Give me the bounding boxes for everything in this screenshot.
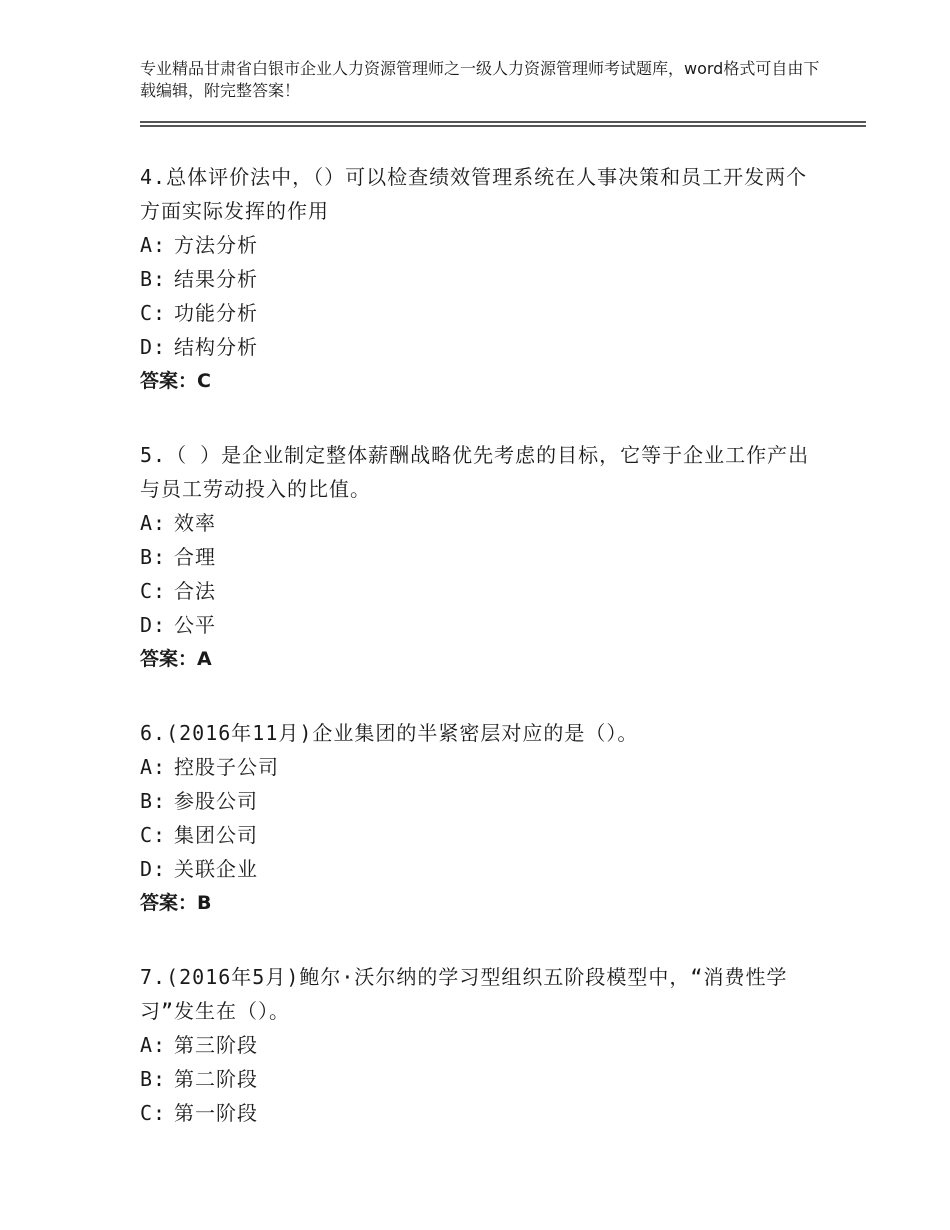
option-letter: C: — [140, 301, 167, 325]
option-text: 第一阶段 — [174, 1101, 258, 1125]
option-b — [140, 540, 820, 574]
option-a — [140, 228, 820, 262]
option-text: 合法 — [174, 579, 216, 603]
answer-line: 答案：C — [140, 370, 211, 392]
option-letter: A: — [140, 511, 167, 535]
option-c — [140, 818, 820, 852]
question-text: 7.(2016年5月)鲍尔·沃尔纳的学习型组织五阶段模型中，“消费性学习”发生在（）。 — [140, 965, 788, 1023]
option-text: 结构分析 — [174, 335, 258, 359]
document-header — [140, 58, 830, 102]
option-text: 集团公司 — [174, 823, 258, 847]
option-d — [140, 330, 820, 364]
option-letter: D: — [140, 335, 167, 359]
question-7 — [140, 960, 820, 1130]
header-divider-bottom — [140, 125, 866, 127]
question-list — [140, 160, 820, 1170]
option-letter: A: — [140, 233, 167, 257]
option-text: 第三阶段 — [174, 1033, 258, 1057]
question-text: 6.(2016年11月)企业集团的半紧密层对应的是（）。 — [140, 721, 639, 745]
header-divider-top — [140, 121, 866, 123]
option-letter: D: — [140, 613, 167, 637]
question-text: 5.（ ）是企业制定整体薪酬战略优先考虑的目标，它等于企业工作产出与员工劳动投入的比值。 — [140, 443, 810, 501]
option-text: 第二阶段 — [174, 1067, 258, 1091]
option-letter: B: — [140, 545, 167, 569]
option-letter: B: — [140, 267, 167, 291]
option-text: 功能分析 — [174, 301, 258, 325]
option-text: 合理 — [174, 545, 216, 569]
option-c — [140, 1096, 820, 1130]
option-b — [140, 262, 820, 296]
option-letter: B: — [140, 789, 167, 813]
option-text: 效率 — [174, 511, 216, 535]
option-d — [140, 852, 820, 886]
option-c — [140, 296, 820, 330]
option-letter: C: — [140, 579, 167, 603]
option-letter: A: — [140, 755, 167, 779]
option-a — [140, 750, 820, 784]
question-5 — [140, 438, 820, 676]
option-c — [140, 574, 820, 608]
answer-line: 答案：B — [140, 892, 212, 914]
option-text: 结果分析 — [174, 267, 258, 291]
option-letter: C: — [140, 823, 167, 847]
option-b — [140, 784, 820, 818]
option-letter: B: — [140, 1067, 167, 1091]
option-a — [140, 1028, 820, 1062]
option-text: 公平 — [174, 613, 216, 637]
question-4 — [140, 160, 820, 398]
option-text: 方法分析 — [174, 233, 258, 257]
option-a — [140, 506, 820, 540]
option-letter: D: — [140, 857, 167, 881]
option-text: 关联企业 — [174, 857, 258, 881]
option-letter: A: — [140, 1033, 167, 1057]
question-text: 4.总体评价法中，（）可以检查绩效管理系统在人事决策和员工开发两个方面实际发挥的作用 — [140, 165, 808, 223]
header-title: 专业精品甘肃省白银市企业人力资源管理师之一级人力资源管理师考试题库，word格式可自由下载编辑，附完整答案！ — [140, 59, 820, 100]
answer-line: 答案：A — [140, 648, 212, 670]
option-text: 参股公司 — [174, 789, 258, 813]
question-6 — [140, 716, 820, 920]
option-b — [140, 1062, 820, 1096]
option-letter: C: — [140, 1101, 167, 1125]
option-d — [140, 608, 820, 642]
option-text: 控股子公司 — [174, 755, 279, 779]
